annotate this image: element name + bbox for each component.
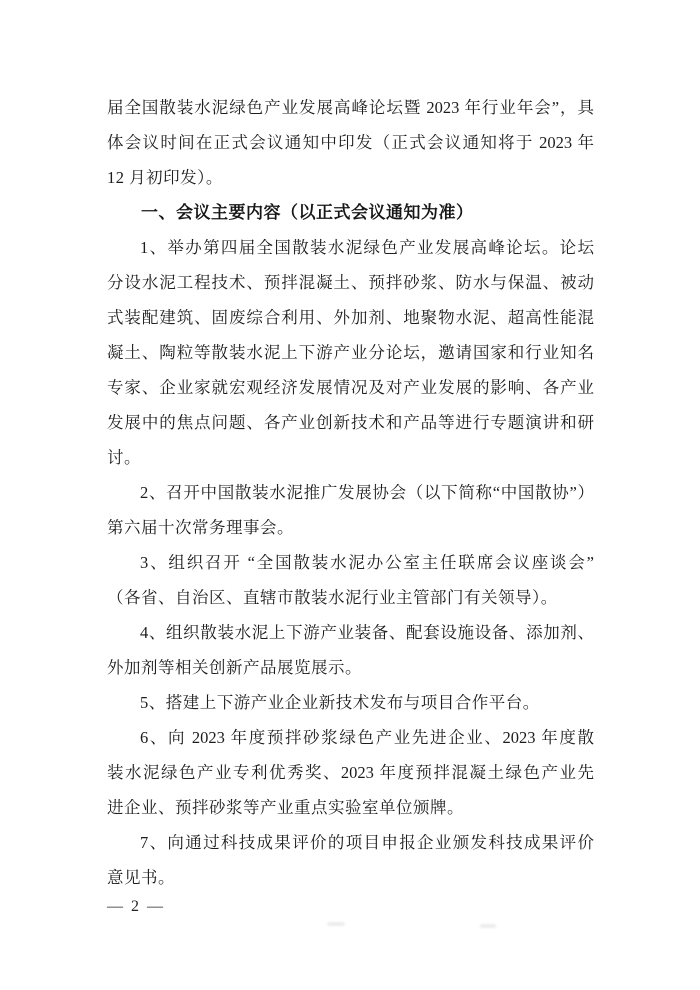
scan-artifact [480, 924, 496, 928]
text-line: 届全国散装水泥绿色产业发展高峰论坛暨 2023 年行业年会”，具 [107, 98, 594, 117]
list-item-7 [107, 825, 594, 895]
list-item-4 [107, 615, 594, 685]
text-line: 3、组织召开 “全国散装水泥办公室主任联席会议座谈会” [140, 553, 594, 572]
list-item-1 [107, 230, 594, 475]
text-line: 第六届十次常务理事会。 [107, 518, 294, 537]
scan-artifact [327, 922, 345, 926]
opening-paragraph [107, 90, 594, 195]
text-line: 装水泥绿色产业专利优秀奖、2023 年度预拌混凝土绿色产业先 [107, 763, 594, 782]
text-line: 1、举办第四届全国散装水泥绿色产业发展高峰论坛。论坛 [140, 238, 594, 257]
text-line: 12 月初印发）。 [107, 168, 223, 187]
page-number: — 2 — [107, 898, 165, 915]
text-line: 外加剂等相关创新产品展览展示。 [107, 658, 362, 677]
list-item-3 [107, 545, 594, 615]
text-line: 意见书。 [107, 868, 175, 887]
list-item-2 [107, 475, 594, 545]
text-line: 分设水泥工程技术、预拌混凝土、预拌砂浆、防水与保温、被动 [107, 273, 594, 292]
list-item-5 [107, 685, 594, 720]
text-line: 4、组织散装水泥上下游产业装备、配套设施设备、添加剂、 [140, 623, 594, 642]
text-line: 体会议时间在正式会议通知中印发（正式会议通知将于 2023 年 [107, 133, 594, 152]
document-body [107, 90, 594, 895]
text-line: 凝土、陶粒等散装水泥上下游产业分论坛，邀请国家和行业知名 [107, 343, 594, 362]
section-heading: 一、会议主要内容（以正式会议通知为准） [141, 203, 474, 222]
text-line: （各省、自治区、直辖市散装水泥行业主管部门有关领导）。 [107, 588, 558, 607]
text-line: 专家、企业家就宏观经济发展情况及对产业发展的影响、各产业 [107, 378, 594, 397]
text-line: 发展中的焦点问题、各产业创新技术和产品等进行专题演讲和研 [107, 413, 594, 432]
text-line: 讨。 [107, 448, 141, 467]
text-line: 7、向通过科技成果评价的项目申报企业颁发科技成果评价 [140, 833, 594, 852]
list-item-6 [107, 720, 594, 825]
text-line: 6、向 2023 年度预拌砂浆绿色产业先进企业、2023 年度散 [140, 728, 594, 747]
text-line: 2、召开中国散装水泥推广发展协会（以下简称“中国散协”） [140, 483, 594, 502]
text-line: 式装配建筑、固废综合利用、外加剂、地聚物水泥、超高性能混 [107, 308, 594, 327]
text-line: 进企业、预拌砂浆等产业重点实验室单位颁牌。 [107, 798, 464, 817]
text-line: 5、搭建上下游产业企业新技术发布与项目合作平台。 [140, 693, 540, 712]
